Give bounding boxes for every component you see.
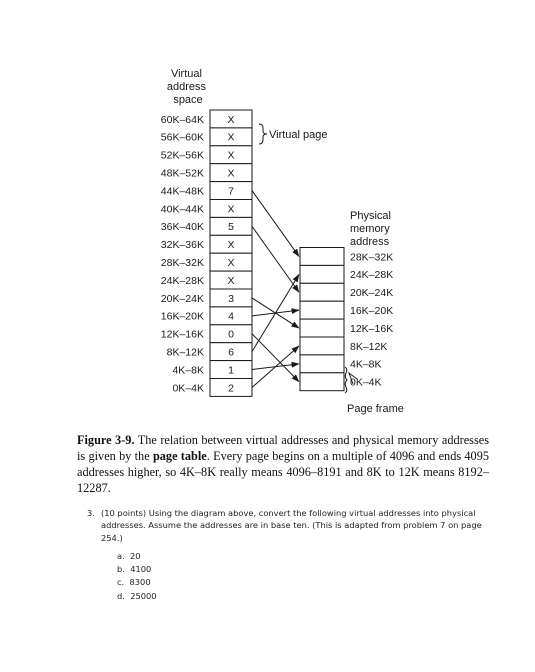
question-number: 3.	[87, 508, 95, 518]
figure-caption	[77, 432, 489, 496]
page-frame-label: Page frame	[347, 403, 404, 415]
physical-range-label: 24K–28K	[350, 269, 394, 282]
virtual-range-label: 60K–64K	[160, 113, 204, 126]
list-item	[117, 590, 502, 603]
physical-range-label: 0K–4K	[350, 376, 382, 389]
physical-frames	[300, 248, 344, 391]
question-items	[117, 550, 502, 603]
page-frame-pointer	[345, 367, 347, 393]
mapping-arrows	[252, 191, 299, 388]
item-value: 4100	[130, 564, 152, 575]
item-value: 8300	[129, 577, 151, 588]
page-table-entry: X	[227, 149, 235, 162]
physical-frame-cell	[300, 337, 344, 355]
item-label: c.	[117, 577, 125, 588]
list-item	[117, 550, 502, 563]
virtual-header-line: address	[166, 81, 207, 93]
virtual-range-label: 12K–16K	[160, 328, 204, 341]
question-block	[87, 507, 502, 603]
virtual-range-label: 16K–20K	[160, 310, 204, 323]
page-table-entry: 2	[228, 382, 234, 395]
page-table-entry: X	[227, 113, 235, 126]
physical-header-line: Physical	[350, 210, 391, 222]
physical-header-line: memory	[350, 223, 390, 235]
mapping-arrow	[252, 274, 299, 351]
mapping-arrow	[252, 226, 299, 292]
item-label: a.	[117, 550, 125, 561]
virtual-header-line: Virtual	[170, 68, 202, 80]
caption-text: . Every page begins on a multiple of 4096 and ends 4095 addresses higher, so 4K–8K really means 4096–8191 and 8K to 12K means 8192–12287.	[77, 449, 489, 495]
virtual-range-label: 4K–8K	[172, 364, 204, 377]
virtual-range-label: 0K–4K	[172, 382, 204, 395]
caption-bold-term: page table	[152, 449, 207, 463]
item-value: 20	[130, 550, 141, 561]
virtual-header-line: space	[173, 94, 203, 106]
mapping-arrow	[252, 191, 299, 257]
virtual-page-brace	[259, 124, 267, 144]
mapping-arrow	[252, 346, 299, 388]
physical-range-label: 12K–16K	[350, 322, 394, 335]
physical-range-label: 8K–12K	[350, 340, 388, 353]
virtual-range-label: 56K–60K	[160, 131, 204, 144]
virtual-range-label: 24K–28K	[160, 274, 204, 287]
page-table-entry: X	[227, 167, 235, 180]
virtual-range-label: 52K–56K	[160, 149, 204, 162]
virtual-range-label: 44K–48K	[160, 185, 204, 198]
physical-frame-cell	[300, 373, 344, 391]
physical-header	[350, 210, 394, 248]
physical-range-label: 16K–20K	[350, 304, 394, 317]
physical-frame-cell	[300, 248, 344, 266]
page-table-entry: X	[227, 256, 235, 269]
caption-label: Figure 3-9.	[77, 433, 135, 447]
item-value: 25000	[130, 590, 157, 601]
page-table-entry: X	[227, 203, 235, 216]
physical-frame-cell	[300, 283, 344, 301]
virtual-range-label: 36K–40K	[160, 221, 204, 234]
page-table-entry: 5	[228, 221, 234, 234]
question-text: (10 points) Using the diagram above, convert the following virtual addresses into physical addresses. Assume the addresses are in base ten. (This is adapted from problem 7 on page 254.)	[101, 508, 482, 543]
page-table	[210, 110, 252, 396]
physical-range-labels	[350, 251, 393, 388]
physical-range-label: 4K–8K	[350, 358, 382, 371]
physical-frame-cell	[300, 265, 344, 283]
item-label: b.	[117, 564, 125, 575]
physical-header-line: address	[350, 236, 390, 248]
virtual-range-label: 8K–12K	[166, 346, 204, 359]
virtual-range-labels	[161, 114, 204, 395]
page-table-entry: X	[227, 239, 235, 252]
physical-frame-cell	[300, 301, 344, 319]
caption-text: The relation between virtual addresses and physical memory addresses is given by the	[77, 433, 489, 463]
virtual-range-label: 48K–52K	[160, 167, 204, 180]
page-table-entry: 7	[228, 185, 234, 198]
page-table-entry: X	[227, 274, 235, 287]
virtual-range-label: 20K–24K	[160, 292, 204, 305]
virtual-range-label: 40K–44K	[160, 203, 204, 216]
physical-range-label: 28K–32K	[350, 251, 394, 264]
virtual-header	[167, 68, 209, 106]
physical-range-label: 20K–24K	[350, 287, 394, 300]
virtual-range-label: 32K–36K	[160, 239, 204, 252]
page-table-entry: 3	[228, 292, 234, 305]
physical-frame-cell	[300, 355, 344, 373]
page-table-entry: 0	[228, 328, 234, 341]
page-table-entry: 4	[228, 310, 234, 323]
item-label: d.	[117, 590, 125, 601]
page-table-entry: 1	[228, 364, 234, 377]
list-item	[117, 563, 502, 576]
physical-frame-cell	[300, 319, 344, 337]
page-table-entry: 6	[228, 346, 234, 359]
virtual-range-label: 28K–32K	[160, 256, 204, 269]
page-table-entry: X	[227, 131, 235, 144]
list-item	[117, 576, 502, 589]
virtual-page-label: Virtual page	[269, 129, 328, 141]
